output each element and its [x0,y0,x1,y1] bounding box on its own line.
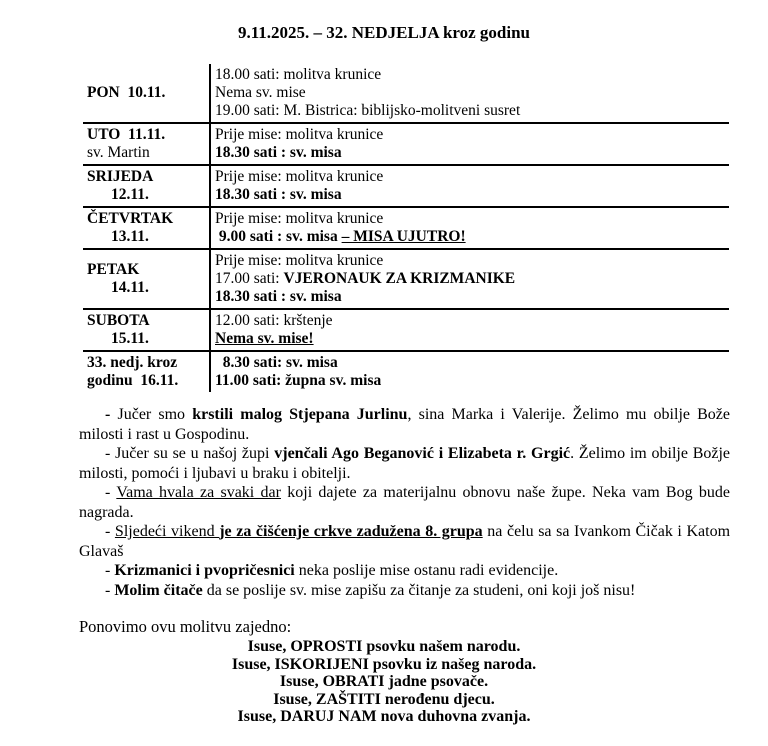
text-line [215,330,725,348]
text-line [87,279,205,297]
table-row [83,207,729,249]
text-segment: Prije mise: molitva krunice [215,126,384,143]
text-line [215,228,725,246]
text-segment: godinu 16.11. [87,372,179,389]
text-segment: 19.00 sati: M. Bistrica: biblijsko-molitveni susret [215,102,521,119]
text-line [87,126,205,144]
text-segment: - [105,523,115,540]
text-segment: 15.11. [111,330,149,347]
content-cell [210,165,729,207]
day-cell [83,351,210,392]
prayer-line: Isuse, OPROSTI psovku našem narodu. [247,638,521,655]
table-row [83,123,729,165]
text-segment: Prije mise: molitva krunice [215,252,384,269]
text-segment: UTO 11.11. [87,126,166,143]
text-line [215,372,725,390]
day-cell [83,207,210,249]
content-cell [210,351,729,392]
text-line [215,186,725,204]
prayer-line: Isuse, DARUJ NAM nova duhovna zvanja. [237,708,531,726]
text-segment: - Jučer su se u našoj župi [105,445,275,462]
text-line [87,312,205,330]
text-line [215,354,725,372]
text-line [87,354,205,372]
text-segment: Vama hvala za svaki dar [116,484,281,501]
text-line [215,126,725,144]
text-segment: 33. nedj. kroz [87,354,178,371]
text-segment: - [105,406,118,423]
text-segment: Prije mise: molitva krunice [215,210,384,227]
table-row [83,165,729,207]
text-line [87,144,205,162]
text-line [215,270,725,288]
text-segment: 13.11. [111,228,149,245]
announcement [79,522,730,561]
day-cell [83,64,210,123]
text-line [87,210,205,228]
text-segment: koji dajete za materijalnu obnovu naše župe. Neka vam Bog bude nagrada. [79,484,730,521]
text-line [215,288,725,306]
text-segment: - [105,484,117,501]
text-segment: 12.00 sati: krštenje [215,312,333,329]
text-line [215,84,725,102]
text-segment: 11.00 sati: župna sv. misa [215,372,382,389]
text-line [87,372,205,390]
schedule-table-body [83,64,729,392]
text-line [87,186,205,204]
text-line [87,84,205,102]
text-segment: Nema sv. mise! [215,330,314,347]
text-segment: , sina Marka i Valerije. Želimo mu obilje Bože milosti i rast u Gospodinu. [79,406,731,443]
content-cell [210,64,729,123]
prayer-line: Isuse, OBRATI jadne psovače. [279,673,489,691]
prayer-intro: Ponovimo ovu molitvu zajedno: [79,617,292,636]
text-segment: VJERONAUK ZA KRIZMANIKE [283,270,516,287]
text-segment: 9.00 sati : sv. misa [215,228,342,245]
prayer-line: Isuse, ISKORIJENI psovku iz našeg naroda. [231,655,537,673]
text-line [215,168,725,186]
content-cell [210,309,729,351]
announcement [79,483,730,522]
table-row [83,249,729,309]
text-segment: 18.30 sati : sv. misa [215,186,342,203]
text-segment: 17.00 sati: [215,270,284,287]
text-segment: 18.30 sati : sv. misa [215,288,342,305]
text-line [215,102,725,120]
text-line [87,330,205,348]
text-line [87,261,205,279]
text-line [215,312,725,330]
table-row [83,309,729,351]
text-segment: PON 10.11. [87,84,166,101]
announcement [79,444,730,483]
announcement [79,405,730,444]
day-cell [83,309,210,351]
table-row [83,64,729,123]
text-segment: je za čišćenje crkve zadužena 8. grupa [219,523,483,540]
text-segment: Molim čitače [114,581,203,599]
text-segment: da se poslije sv. mise zapišu za čitanje za studeni, oni koji još nisu! [202,581,636,599]
weekly-schedule-table [83,64,729,392]
text-segment: Krizmanici i pvopričesnici [114,562,295,579]
text-segment: Nema sv. mise [215,84,306,101]
text-segment: sv. Martin [87,144,150,161]
day-cell [83,165,210,207]
text-segment: ČETVRTAK [87,210,174,227]
content-cell [210,123,729,165]
day-cell [83,249,210,309]
content-cell [210,207,729,249]
text-segment: SUBOTA [87,312,150,329]
table-row [83,351,729,392]
text-segment: – MISA UJUTRO! [341,228,466,245]
text-line [215,252,725,270]
text-segment: - [105,562,115,579]
announcement [79,561,730,581]
text-segment: Jučer smo [117,406,193,423]
text-line [215,66,725,84]
text-segment: krstili malog Stjepana Jurlinu [192,406,408,423]
text-segment: 18.30 sati : sv. misa [215,144,342,161]
page-title: 9.11.2025. – 32. NEDJELJA kroz godinu [237,23,531,42]
text-segment: 18.00 sati: molitva krunice [215,66,382,83]
text-segment: neka poslije mise ostanu radi evidencije. [294,562,559,579]
text-line [215,210,725,228]
text-segment: 12.11. [111,186,149,203]
text-segment: vjenčali Ago Beganović i Elizabeta r. Grgić [274,445,571,462]
prayer-line: Isuse, ZAŠTITI nerođenu djecu. [273,690,495,708]
text-line [87,168,205,186]
text-segment: . Želimo im obilje Božje milosti, pomoći i ljubavi u braku i obitelji. [79,445,731,482]
text-line [215,144,725,162]
text-segment: PETAK [87,261,140,278]
text-segment: Prije mise: molitva krunice [215,168,384,185]
text-segment: 14.11. [111,279,149,296]
text-line [87,228,205,246]
text-segment: na čelu sa sa Ivankom Čičak i Katom Glavaš [79,523,731,560]
text-segment: Sljedeći vikend [114,523,220,540]
text-segment: 8.30 sati: sv. misa [215,354,338,371]
announcements-section [79,405,730,600]
text-segment: - [105,581,115,599]
day-cell [83,123,210,165]
content-cell [210,249,729,309]
text-segment: SRIJEDA [87,168,154,185]
announcement [79,581,730,601]
prayer-list [0,638,768,726]
